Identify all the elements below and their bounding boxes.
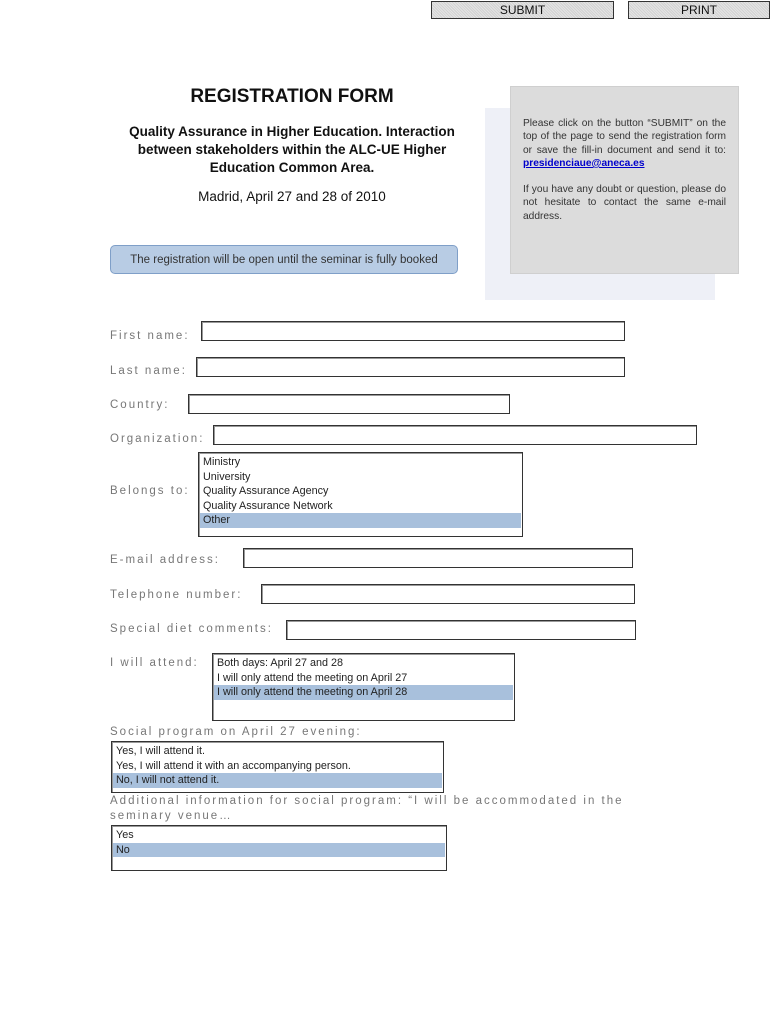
list-option[interactable]: Ministry <box>203 456 241 468</box>
accommodation-label: Additional information for social program: “I will be accommodated in the <box>110 795 624 807</box>
registration-notice: The registration will be open until the seminar is fully booked <box>110 245 458 274</box>
subtitle-line: Quality Assurance in Higher Education. Interaction <box>129 124 455 139</box>
list-option-selected[interactable]: I will only attend the meeting on April 28 <box>214 685 513 700</box>
instructions-paragraph: Please click on the button “SUBMIT” on the top of the page to send the registration form or save the fill-in document and send it to: <box>523 118 726 156</box>
social-program-listbox[interactable] <box>111 741 444 793</box>
organization-label: Organization: <box>110 433 205 445</box>
list-option[interactable]: University <box>203 470 251 483</box>
email-label: E-mail address: <box>110 554 220 566</box>
telephone-field[interactable] <box>261 584 635 604</box>
organization-field[interactable] <box>213 425 697 445</box>
contact-paragraph: If you have any doubt or question, please do not hesitate to contact the same e-mail address. <box>523 184 726 222</box>
special-diet-label: Special diet comments: <box>110 623 273 635</box>
contact-email-link[interactable]: presidenciaue@aneca.es <box>523 157 645 169</box>
print-button[interactable]: PRINT <box>628 1 770 19</box>
instructions-text <box>523 117 726 170</box>
event-subtitle <box>110 123 474 177</box>
event-date: Madrid, April 27 and 28 of 2010 <box>198 189 386 204</box>
list-option-selected[interactable]: No, I will not attend it. <box>113 773 442 788</box>
subtitle-line: between stakeholders within the ALC-UE Higher <box>137 142 447 157</box>
accommodation-label-continued: seminary venue… <box>110 810 233 822</box>
list-option[interactable]: Quality Assurance Network <box>203 499 333 512</box>
attend-label: I will attend: <box>110 657 199 669</box>
telephone-label: Telephone number: <box>110 589 243 601</box>
belongs-to-listbox[interactable] <box>198 452 523 537</box>
special-diet-field[interactable] <box>286 620 636 640</box>
last-name-label: Last name: <box>110 365 187 377</box>
country-field[interactable] <box>188 394 510 414</box>
list-option[interactable]: Yes <box>116 829 134 841</box>
first-name-label: First name: <box>110 330 190 342</box>
list-option-selected[interactable]: No <box>113 843 445 858</box>
list-option[interactable]: Both days: April 27 and 28 <box>217 657 344 669</box>
instructions-box <box>510 86 739 274</box>
country-label: Country: <box>110 399 170 411</box>
page-title: REGISTRATION FORM <box>190 86 394 107</box>
list-option[interactable]: I will only attend the meeting on April 27 <box>217 671 408 684</box>
subtitle-line: Education Common Area. <box>209 160 375 175</box>
attend-listbox[interactable] <box>212 653 515 721</box>
belongs-to-label: Belongs to: <box>110 485 190 497</box>
list-option-selected[interactable]: Other <box>200 513 521 528</box>
submit-button[interactable]: SUBMIT <box>431 1 614 19</box>
email-field[interactable] <box>243 548 633 568</box>
first-name-field[interactable] <box>201 321 625 341</box>
accommodation-listbox[interactable] <box>111 825 447 871</box>
last-name-field[interactable] <box>196 357 625 377</box>
list-option[interactable]: Yes, I will attend it with an accompanying person. <box>116 759 351 772</box>
list-option[interactable]: Yes, I will attend it. <box>116 745 206 757</box>
list-option[interactable]: Quality Assurance Agency <box>203 485 329 498</box>
social-program-label: Social program on April 27 evening: <box>110 726 362 738</box>
